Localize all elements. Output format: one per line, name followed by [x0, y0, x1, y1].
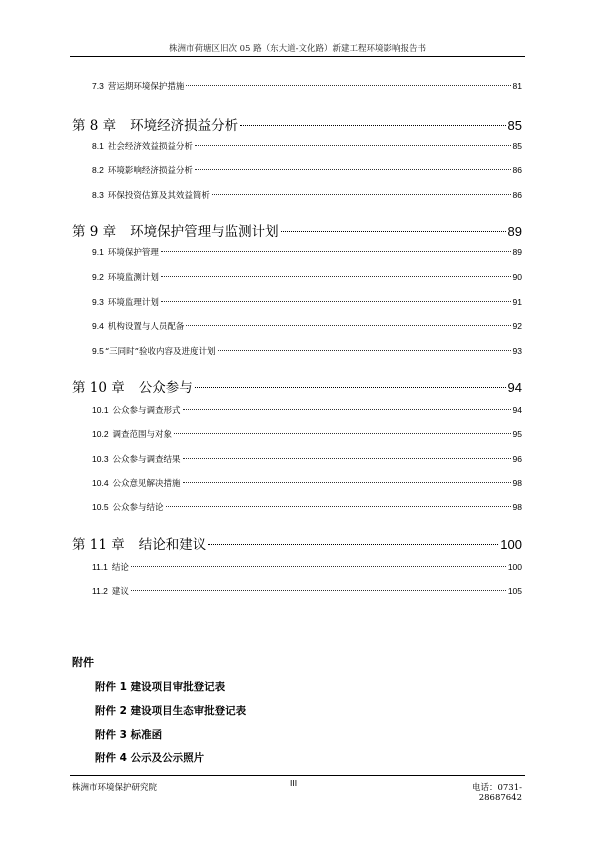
- toc-number: 10.2: [92, 429, 109, 439]
- dot-leader: [174, 433, 510, 434]
- toc-number: 11.1: [92, 562, 108, 572]
- toc-title: 公众参与调查结果: [112, 455, 181, 465]
- dot-leader: [240, 125, 505, 126]
- dot-leader: [195, 387, 506, 388]
- chapter-title: 环境经济损益分析: [130, 118, 239, 134]
- toc-number: 11.2: [92, 586, 108, 596]
- toc-title: 公众参与结论: [112, 503, 164, 513]
- toc-page-number: 100: [507, 562, 522, 572]
- toc-chapter-11[interactable]: [72, 533, 522, 553]
- running-header: 株洲市荷塘区旧次 05 路（东大道-文化路）新建工程环境影响报告书: [168, 44, 427, 54]
- toc-number: 7.3: [92, 81, 104, 91]
- dot-leader: [183, 482, 511, 483]
- toc-number: 10.5: [92, 502, 109, 512]
- dot-leader: [195, 145, 511, 146]
- toc-number: 10.3: [92, 454, 109, 464]
- chapter-number: 第 9 章: [72, 224, 117, 240]
- toc-title: 调查范围与对象: [112, 430, 173, 440]
- toc-number: 10.4: [92, 478, 109, 488]
- toc-page-number: 92: [512, 321, 522, 331]
- toc-page-number: 105: [507, 586, 522, 596]
- toc-entry-11-2[interactable]: [92, 585, 522, 597]
- footer-divider: [70, 775, 525, 776]
- toc-title: 环境监理计划: [107, 298, 159, 308]
- toc-number: 9.2: [92, 272, 104, 282]
- toc-title: 环保投资估算及其效益简析: [107, 191, 210, 201]
- dot-leader: [212, 194, 511, 195]
- toc-page-number: 98: [512, 502, 522, 512]
- toc-page-number: 90: [512, 272, 522, 282]
- toc-page-number: 96: [512, 454, 522, 464]
- chapter-number: 第 10 章: [72, 380, 125, 396]
- dot-leader: [161, 251, 511, 252]
- toc-number: 10.1: [92, 405, 109, 415]
- toc-page-number: 94: [507, 380, 522, 395]
- toc-entry-9-5[interactable]: [92, 345, 522, 357]
- chapter-title: 环境保护管理与监测计划: [130, 224, 279, 240]
- toc-entry-9-4[interactable]: [92, 320, 522, 332]
- toc-page-number: 95: [512, 429, 522, 439]
- toc-page-number: 93: [512, 346, 522, 356]
- toc-page-number: 94: [512, 405, 522, 415]
- dot-leader: [161, 301, 511, 302]
- chapter-title: 公众参与: [138, 380, 193, 396]
- toc-entry-10-3[interactable]: [92, 453, 522, 465]
- toc-title: 环境影响经济损益分析: [107, 166, 193, 176]
- dot-leader: [195, 169, 511, 170]
- toc-page-number: 98: [512, 478, 522, 488]
- dot-leader: [131, 590, 506, 591]
- toc-entry-10-4[interactable]: [92, 477, 522, 489]
- footer-organization: 株洲市环境保护研究院: [72, 783, 158, 793]
- toc-entry-7-3[interactable]: [92, 80, 522, 92]
- toc-page-number: 89: [512, 247, 522, 257]
- toc-title: 环境保护管理: [107, 248, 159, 258]
- dot-leader: [186, 85, 510, 86]
- toc-chapter-9[interactable]: [72, 220, 522, 240]
- toc-title: 建议: [111, 587, 129, 597]
- toc-title: “三同时”验收内容及进度计划: [104, 347, 216, 357]
- toc-number: 9.5: [92, 346, 104, 356]
- toc-title: 公众意见解决措施: [112, 479, 181, 489]
- toc-entry-10-1[interactable]: [92, 404, 522, 416]
- toc-title: 结论: [111, 563, 129, 573]
- toc-number: 9.1: [92, 247, 104, 257]
- attachment-item[interactable]: 附件 4 公示及公示照片: [95, 752, 205, 764]
- toc-entry-8-1[interactable]: [92, 140, 522, 152]
- toc-page-number: 81: [512, 81, 522, 91]
- chapter-title: 结论和建议: [138, 537, 207, 553]
- toc-number: 8.1: [92, 141, 104, 151]
- dot-leader: [218, 350, 511, 351]
- toc-title: 机构设置与人员配备: [107, 322, 185, 332]
- toc-title: 社会经济效益损益分析: [107, 142, 193, 152]
- chapter-number: 第 11 章: [72, 537, 125, 553]
- footer-phone: 电话：0731-28687642: [471, 783, 522, 803]
- dot-leader: [166, 506, 511, 507]
- footer-page-number: III: [290, 778, 298, 788]
- toc-entry-8-3[interactable]: [92, 189, 522, 201]
- toc-chapter-10[interactable]: [72, 376, 522, 396]
- dot-leader: [183, 409, 511, 410]
- toc-title: 公众参与调查形式: [112, 406, 181, 416]
- toc-entry-11-1[interactable]: [92, 561, 522, 573]
- toc-title: 环境监测计划: [107, 273, 159, 283]
- toc-number: 9.3: [92, 297, 104, 307]
- toc-entry-9-3[interactable]: [92, 296, 522, 308]
- toc-chapter-8[interactable]: [72, 114, 522, 134]
- toc-title: 营运期环境保护措施: [107, 82, 185, 92]
- toc-page-number: 86: [512, 190, 522, 200]
- toc-number: 8.2: [92, 165, 104, 175]
- dot-leader: [161, 276, 511, 277]
- dot-leader: [131, 566, 506, 567]
- toc-page-number: 85: [507, 118, 522, 133]
- attachment-item[interactable]: 附件 3 标准函: [95, 729, 163, 741]
- toc-page-number: 86: [512, 165, 522, 175]
- toc-page-number: 85: [512, 141, 522, 151]
- toc-page-number: 100: [500, 537, 522, 552]
- attachments-heading: 附件: [72, 656, 94, 669]
- toc-number: 8.3: [92, 190, 104, 200]
- attachment-item[interactable]: 附件 2 建设项目生态审批登记表: [95, 705, 247, 717]
- chapter-number: 第 8 章: [72, 118, 117, 134]
- dot-leader: [281, 231, 506, 232]
- toc-page-number: 89: [507, 224, 522, 239]
- dot-leader: [186, 325, 510, 326]
- toc-page-number: 91: [512, 297, 522, 307]
- dot-leader: [183, 458, 511, 459]
- dot-leader: [208, 544, 498, 545]
- toc-entry-9-1[interactable]: [92, 246, 522, 258]
- toc-entry-10-2[interactable]: [92, 428, 522, 440]
- toc-entry-10-5[interactable]: [92, 501, 522, 513]
- toc-entry-9-2[interactable]: [92, 271, 522, 283]
- attachment-item[interactable]: 附件 1 建设项目审批登记表: [95, 681, 226, 693]
- toc-entry-8-2[interactable]: [92, 164, 522, 176]
- toc-number: 9.4: [92, 321, 104, 331]
